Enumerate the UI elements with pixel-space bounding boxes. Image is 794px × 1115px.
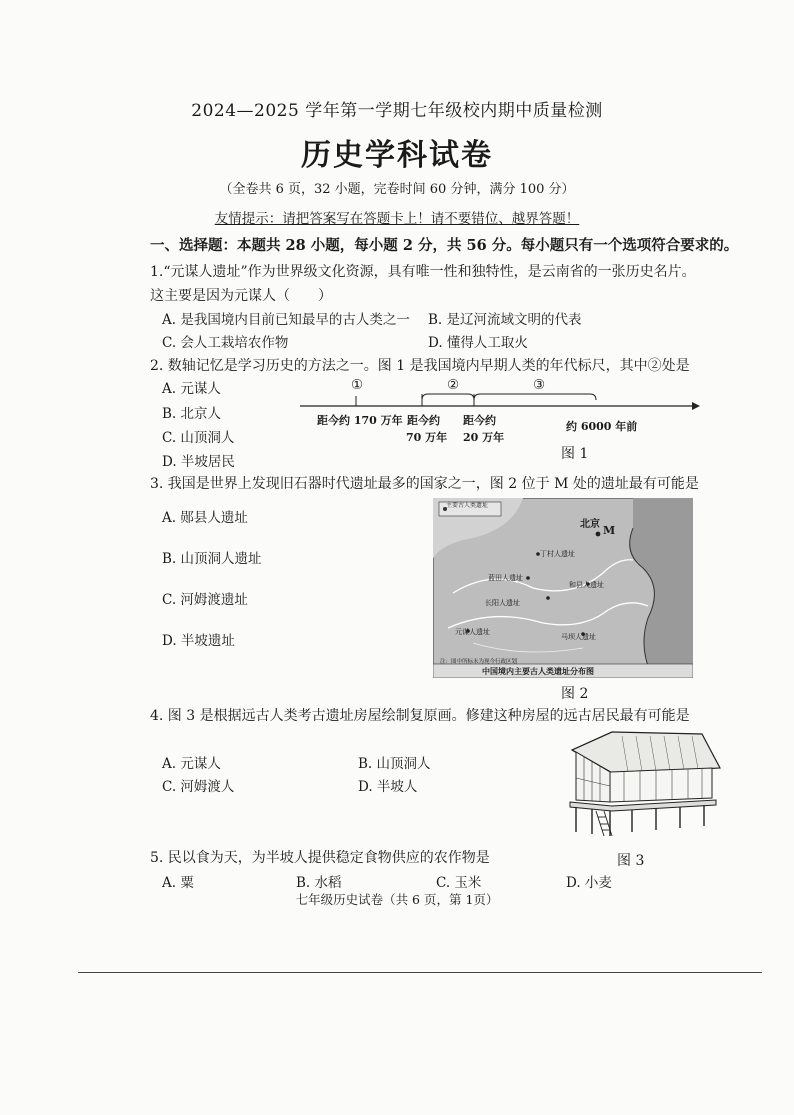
page-footer: 七年级历史试卷（共 6 页，第 1页） xyxy=(295,892,499,907)
figure1-marker-3: ③ xyxy=(533,377,546,393)
figure3-caption: 图 3 xyxy=(617,853,645,869)
map-legend: 主要古人类遗址 xyxy=(446,502,489,509)
q4-stem: 4. 图 3 是根据远古人类考古遗址房屋绘制复原画。修建这种房屋的远古居民最有可能是 xyxy=(150,708,690,724)
friendly-tip-text: 友情提示：请把答案写在答题卡上！请不要错位、越界答题！ xyxy=(214,211,580,227)
q4-option-c[interactable]: C. 河姆渡人 xyxy=(162,779,235,795)
map-title: 中国境内主要古人类遗址分布图 xyxy=(482,666,594,676)
map-label-yuanmou: 元谋人遗址 xyxy=(455,628,490,636)
map-note: 注：图中所标未为现今行政区划 xyxy=(440,659,518,665)
page-divider xyxy=(78,972,762,973)
q1-option-a[interactable]: A. 是我国境内目前已知最早的古人类之一 xyxy=(162,312,410,328)
q3-option-b[interactable]: B. 山顶洞人遗址 xyxy=(162,551,262,567)
exam-header: 2024—2025 学年第一学期七年级校内期中质量检测 xyxy=(191,101,603,121)
figure1-caption: 图 1 xyxy=(561,446,589,462)
map-label-dingcun: 丁村人遗址 xyxy=(540,550,575,558)
figure1-label-2b: 70 万年 xyxy=(406,431,448,444)
q2-option-c[interactable]: C. 山顶洞人 xyxy=(162,430,235,446)
figure1-label-4: 约 6000 年前 xyxy=(566,420,638,433)
figure1-label-1: 距今约 170 万年 xyxy=(317,414,403,427)
exam-subtitle: （全卷共 6 页，32 小题，完卷时间 60 分钟，满分 100 分） xyxy=(219,182,575,197)
q2-option-b[interactable]: B. 北京人 xyxy=(162,406,222,422)
q5-option-a[interactable]: A. 粟 xyxy=(162,875,194,891)
map-label-maba: 马坝人遗址 xyxy=(561,633,596,641)
figure3-stilt-house xyxy=(552,728,722,840)
q3-option-d[interactable]: D. 半坡遗址 xyxy=(162,633,235,649)
figure1-label-2a: 距今约 xyxy=(407,414,440,427)
q2-option-d[interactable]: D. 半坡居民 xyxy=(162,454,235,470)
q3-stem: 3. 我国是世界上发现旧石器时代遗址最多的国家之一，图 2 位于 M 处的遗址最有可能是 xyxy=(150,476,699,492)
figure2-map xyxy=(433,498,693,678)
q5-option-c[interactable]: C. 玉米 xyxy=(436,875,482,891)
q5-option-d[interactable]: D. 小麦 xyxy=(566,875,612,891)
map-label-lantian: 蓝田人遗址 xyxy=(488,574,523,582)
page-title: 历史学科试卷 xyxy=(301,138,493,173)
friendly-tip xyxy=(0,207,794,227)
q5-stem: 5. 民以食为天，为半坡人提供稳定食物供应的农作物是 xyxy=(150,850,490,866)
q4-option-b[interactable]: B. 山顶洞人 xyxy=(358,756,431,772)
q2-stem: 2. 数轴记忆是学习历史的方法之一。图 1 是我国境内早期人类的年代标尺，其中②处是 xyxy=(150,358,690,374)
figure1-marker-1: ① xyxy=(351,377,364,393)
map-label-beijing: 北京 xyxy=(580,519,600,530)
q3-option-a[interactable]: A. 郧县人遗址 xyxy=(162,510,248,526)
map-label-hexian: 和县人遗址 xyxy=(569,581,604,589)
figure1-label-3b: 20 万年 xyxy=(463,431,505,444)
map-label-m: M xyxy=(603,524,616,537)
q1-stem-line1: 1.“元谋人遗址”作为世界级文化资源，具有唯一性和独特性，是云南省的一张历史名片。 xyxy=(150,264,696,280)
q1-option-c[interactable]: C. 会人工栽培农作物 xyxy=(162,335,289,351)
figure1-marker-2: ② xyxy=(447,377,460,393)
map-label-changyang: 长阳人遗址 xyxy=(485,599,520,607)
q5-option-b[interactable]: B. 水稻 xyxy=(296,875,342,891)
q4-option-a[interactable]: A. 元谋人 xyxy=(162,756,221,772)
figure2-caption: 图 2 xyxy=(561,686,589,702)
section-heading: 一、选择题：本题共 28 小题，每小题 2 分，共 56 分。每小题只有一个选项符合要求的。 xyxy=(150,237,739,254)
q1-stem-line2: 这主要是因为元谋人（ ） xyxy=(150,288,332,304)
figure1-label-3a: 距今约 xyxy=(463,414,496,427)
q3-option-c[interactable]: C. 河姆渡遗址 xyxy=(162,592,248,608)
q2-option-a[interactable]: A. 元谋人 xyxy=(162,381,221,397)
q1-option-d[interactable]: D. 懂得人工取火 xyxy=(428,335,528,351)
q4-option-d[interactable]: D. 半坡人 xyxy=(358,779,418,795)
q1-option-b[interactable]: B. 是辽河流域文明的代表 xyxy=(428,312,582,328)
